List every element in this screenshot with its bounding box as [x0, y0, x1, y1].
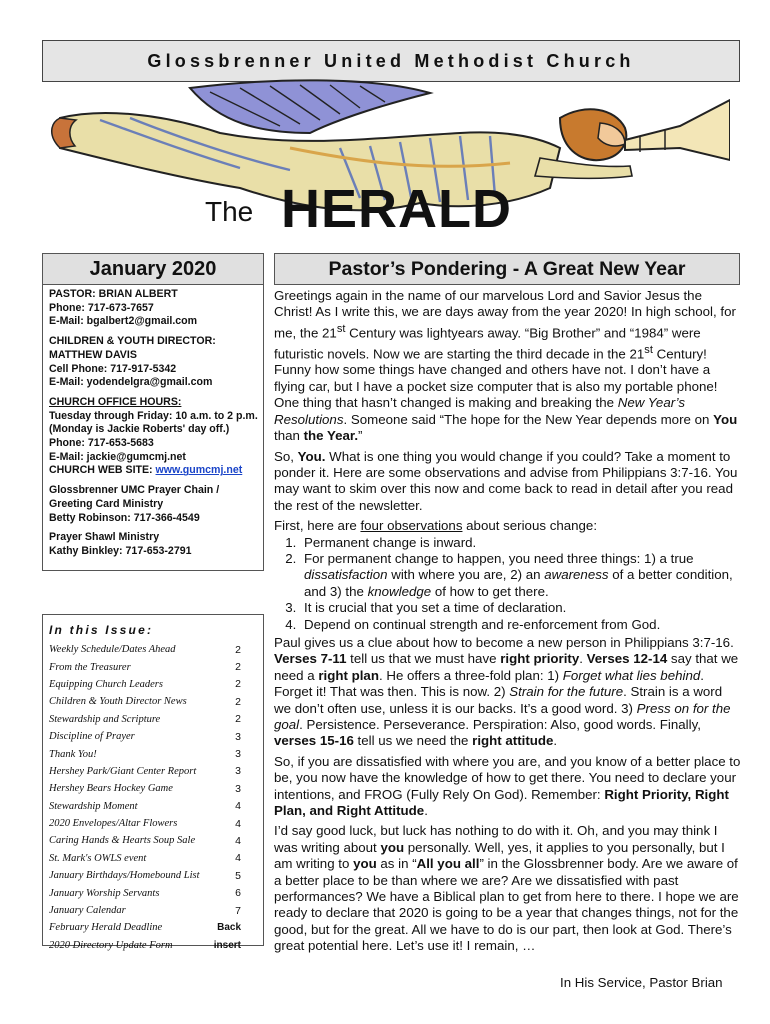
prayer-shawl-contact [49, 531, 257, 558]
list-item: 3. It is crucial that you set a time of declaration. [300, 600, 742, 616]
issue-page: 2 [235, 713, 241, 726]
issue-label: 2020 Directory Update Form [49, 939, 173, 951]
director-contact [49, 335, 257, 390]
issue-row [49, 902, 257, 919]
issue-label: 2020 Envelopes/Altar Flowers [49, 818, 178, 830]
office-hours: Tuesday through Friday: 10 a.m. to 2 p.m. [49, 409, 258, 422]
prayer-chain-contact-person: Betty Robinson: 717-366-4549 [49, 511, 200, 524]
office-phone: Phone: 717-653-5683 [49, 437, 154, 450]
issue-label: Hershey Park/Giant Center Report [49, 765, 197, 777]
issue-label: January Worship Servants [49, 887, 160, 899]
issue-label: Discipline of Prayer [49, 731, 135, 743]
article-paragraph: First, here are four observations about serious change: [274, 518, 598, 534]
issue-page: 4 [235, 852, 241, 865]
issue-row [49, 658, 257, 675]
issue-row [49, 728, 257, 745]
pastor-phone: Phone: 717-673-7657 [49, 301, 154, 314]
issue-page: 2 [235, 661, 241, 674]
issue-page: 3 [235, 782, 241, 795]
issue-month [42, 253, 264, 285]
issue-label: St. Mark's OWLS event [49, 852, 147, 864]
issue-page: 4 [235, 834, 241, 847]
issue-page: 3 [235, 765, 241, 778]
issue-label: Caring Hands & Hearts Soup Sale [49, 835, 196, 847]
website-link[interactable]: www.gumcmj.net [155, 464, 243, 477]
masthead-herald: HERALD [281, 179, 512, 239]
in-this-issue-box [42, 614, 264, 951]
issue-row [49, 676, 257, 693]
prayer-shawl-title: Prayer Shawl Ministry [49, 531, 160, 544]
issue-label: Stewardship Moment [49, 800, 138, 812]
pastor-title: PASTOR: BRIAN ALBERT [49, 288, 178, 300]
issue-label: Equipping Church Leaders [49, 678, 163, 690]
article-paragraph: So, if you are dissatisfied with where you are, and you know of a better place to be, you now have the knowledge of how to get there. You need to declare your intentions, and FROG (Fully Rely On God). Remember: Right Priority, Right Plan, and Right Attitude. [274, 753, 741, 819]
list-item: 4. Depend on continual strength and re-enforcement from God. [300, 617, 742, 633]
office-note: (Monday is Jackie Roberts' day off.) [49, 423, 230, 436]
list-item: 2. For permanent change to happen, you need three things: 1) a true dissatisfaction with where you are, 2) an awareness of a better condition, and 3) the knowledge of how to get there. [300, 551, 742, 600]
issue-page: Back [217, 922, 241, 934]
pastor-contact [49, 288, 257, 329]
month-label: January 2020 [89, 257, 217, 280]
issue-label: January Birthdays/Homebound List [49, 870, 200, 882]
observations-list [300, 535, 742, 633]
issue-page: 4 [235, 817, 241, 830]
issue-row [49, 832, 257, 849]
article-body [274, 288, 742, 959]
issue-label: Weekly Schedule/Dates Ahead [49, 644, 176, 656]
issue-label: Children & Youth Director News [49, 696, 187, 708]
issue-row [49, 711, 257, 728]
contact-info-box [42, 285, 264, 571]
issue-page: 6 [235, 887, 241, 900]
office-contact [49, 396, 257, 478]
issue-row [49, 815, 257, 832]
issue-row [49, 693, 257, 710]
article-paragraph: I’d say good luck, but luck has nothing to do with it. Oh, and you may think I was writing about you personally. Well, yes, it applies to you personally, but I am writing to you as in “All you all” in the Glossbrenner body. Are we aware of a better place to be than where we are? Are we dissatisfied with past performances? We have a Biblical plan to get from here to there. I hope we are ready to declare that 2020 is going to be a year that changes things, not for the good, but for the great. All we have to do is our part, then look at God. There’s great potential here. Let’s use it! I remain, … [274, 823, 739, 954]
issue-label: January Calendar [49, 905, 126, 917]
pastor-email: E-Mail: bgalbert2@gmail.com [49, 315, 198, 328]
issue-row [49, 850, 257, 867]
director-name: MATTHEW DAVIS [49, 348, 137, 361]
issue-row [49, 919, 257, 936]
issue-label: February Herald Deadline [49, 922, 163, 934]
prayer-chain-contact [49, 484, 257, 525]
issue-row [49, 867, 257, 884]
prayer-chain-line2: Greeting Card Ministry [49, 497, 164, 510]
office-hours-title: CHURCH OFFICE HOURS: [49, 395, 182, 408]
issue-label: Thank You! [49, 748, 97, 760]
issue-page: 7 [235, 904, 241, 917]
issue-page: 4 [235, 800, 241, 813]
issue-page: 2 [235, 695, 241, 708]
issue-page: 3 [235, 748, 241, 761]
issue-row [49, 884, 257, 901]
issue-row [49, 798, 257, 815]
issue-page: 5 [235, 869, 241, 882]
issue-page: 2 [235, 643, 241, 656]
list-item: 1. Permanent change is inward. [300, 535, 742, 551]
issue-label: From the Treasurer [49, 661, 131, 673]
issue-row [49, 937, 257, 954]
in-this-issue-title: In this Issue: [49, 623, 154, 637]
prayer-chain-line1: Glossbrenner UMC Prayer Chain / [49, 484, 220, 497]
article-paragraph: Greetings again in the name of our marvelous Lord and Savior Jesus the Christ! As I write this, we are days away from the year 2020! In high school, for me, the 21st Century was lightyears away. “Big Brother” and “1984” were futuristic novels. Now we are starting the third decade in the 21st Century! Funny how some things have changed and others have not. I don’t have a flying car, but I have a pocket size computer that is also my portable phone! One thing that hasn’t changed is making and breaking the New Year’s Resolutions. Someone said “The hope for the New Year depends more on You than the Year.” [274, 288, 738, 444]
director-title: CHILDREN & YOUTH DIRECTOR: [49, 335, 216, 348]
prayer-shawl-contact-person: Kathy Binkley: 717-653-2791 [49, 544, 192, 557]
issue-row [49, 780, 257, 797]
article-paragraph: So, You. What is one thing you would change if you could? Take a moment to ponder it. Here are some observations and advise from Philippians 3:7-16. You may want to skim over this now and come back to read in detail after you read the rest of the newsletter. [274, 448, 738, 513]
issue-row [49, 763, 257, 780]
church-name: Glossbrenner United Methodist Church [147, 50, 635, 71]
issue-label: Hershey Bears Hockey Game [49, 783, 173, 795]
article-signature: In His Service, Pastor Brian [560, 975, 723, 990]
article-title: Pastor’s Pondering - A Great New Year [328, 257, 686, 280]
article-paragraph: Paul gives us a clue about how to become a new person in Philippians 3:7-16. Verses 7-11 tell us that we must have right priority. Verses 12-14 say that we need a right plan. He offers a three-fold plan: 1) Forget what lies behind. Forget it! That was then. This is now. 2) Strain for the future. Strain is a word we don’t often use, unless it is our backs. It’s a good word. 3) Press on for the goal. Persistence. Perseverance. Perspiration: Also, good words. Finally, verses 15-16 tell us we need the right attitude. [274, 634, 739, 749]
website-label: CHURCH WEB SITE: [49, 464, 156, 477]
issue-row [49, 641, 257, 658]
office-email: E-Mail: jackie@gumcmj.net [49, 450, 186, 463]
issue-label: Stewardship and Scripture [49, 713, 161, 725]
issue-page: 3 [235, 730, 241, 743]
issue-page: 2 [235, 678, 241, 691]
issue-row [49, 745, 257, 762]
article-title-box [274, 253, 740, 285]
masthead-the: The [205, 196, 254, 227]
director-email: E-Mail: yodendelgra@gmail.com [49, 376, 213, 389]
director-phone: Cell Phone: 717-917-5342 [49, 362, 177, 375]
church-name-banner [42, 40, 740, 82]
issue-page: insert [213, 939, 241, 951]
church-website [49, 464, 257, 478]
